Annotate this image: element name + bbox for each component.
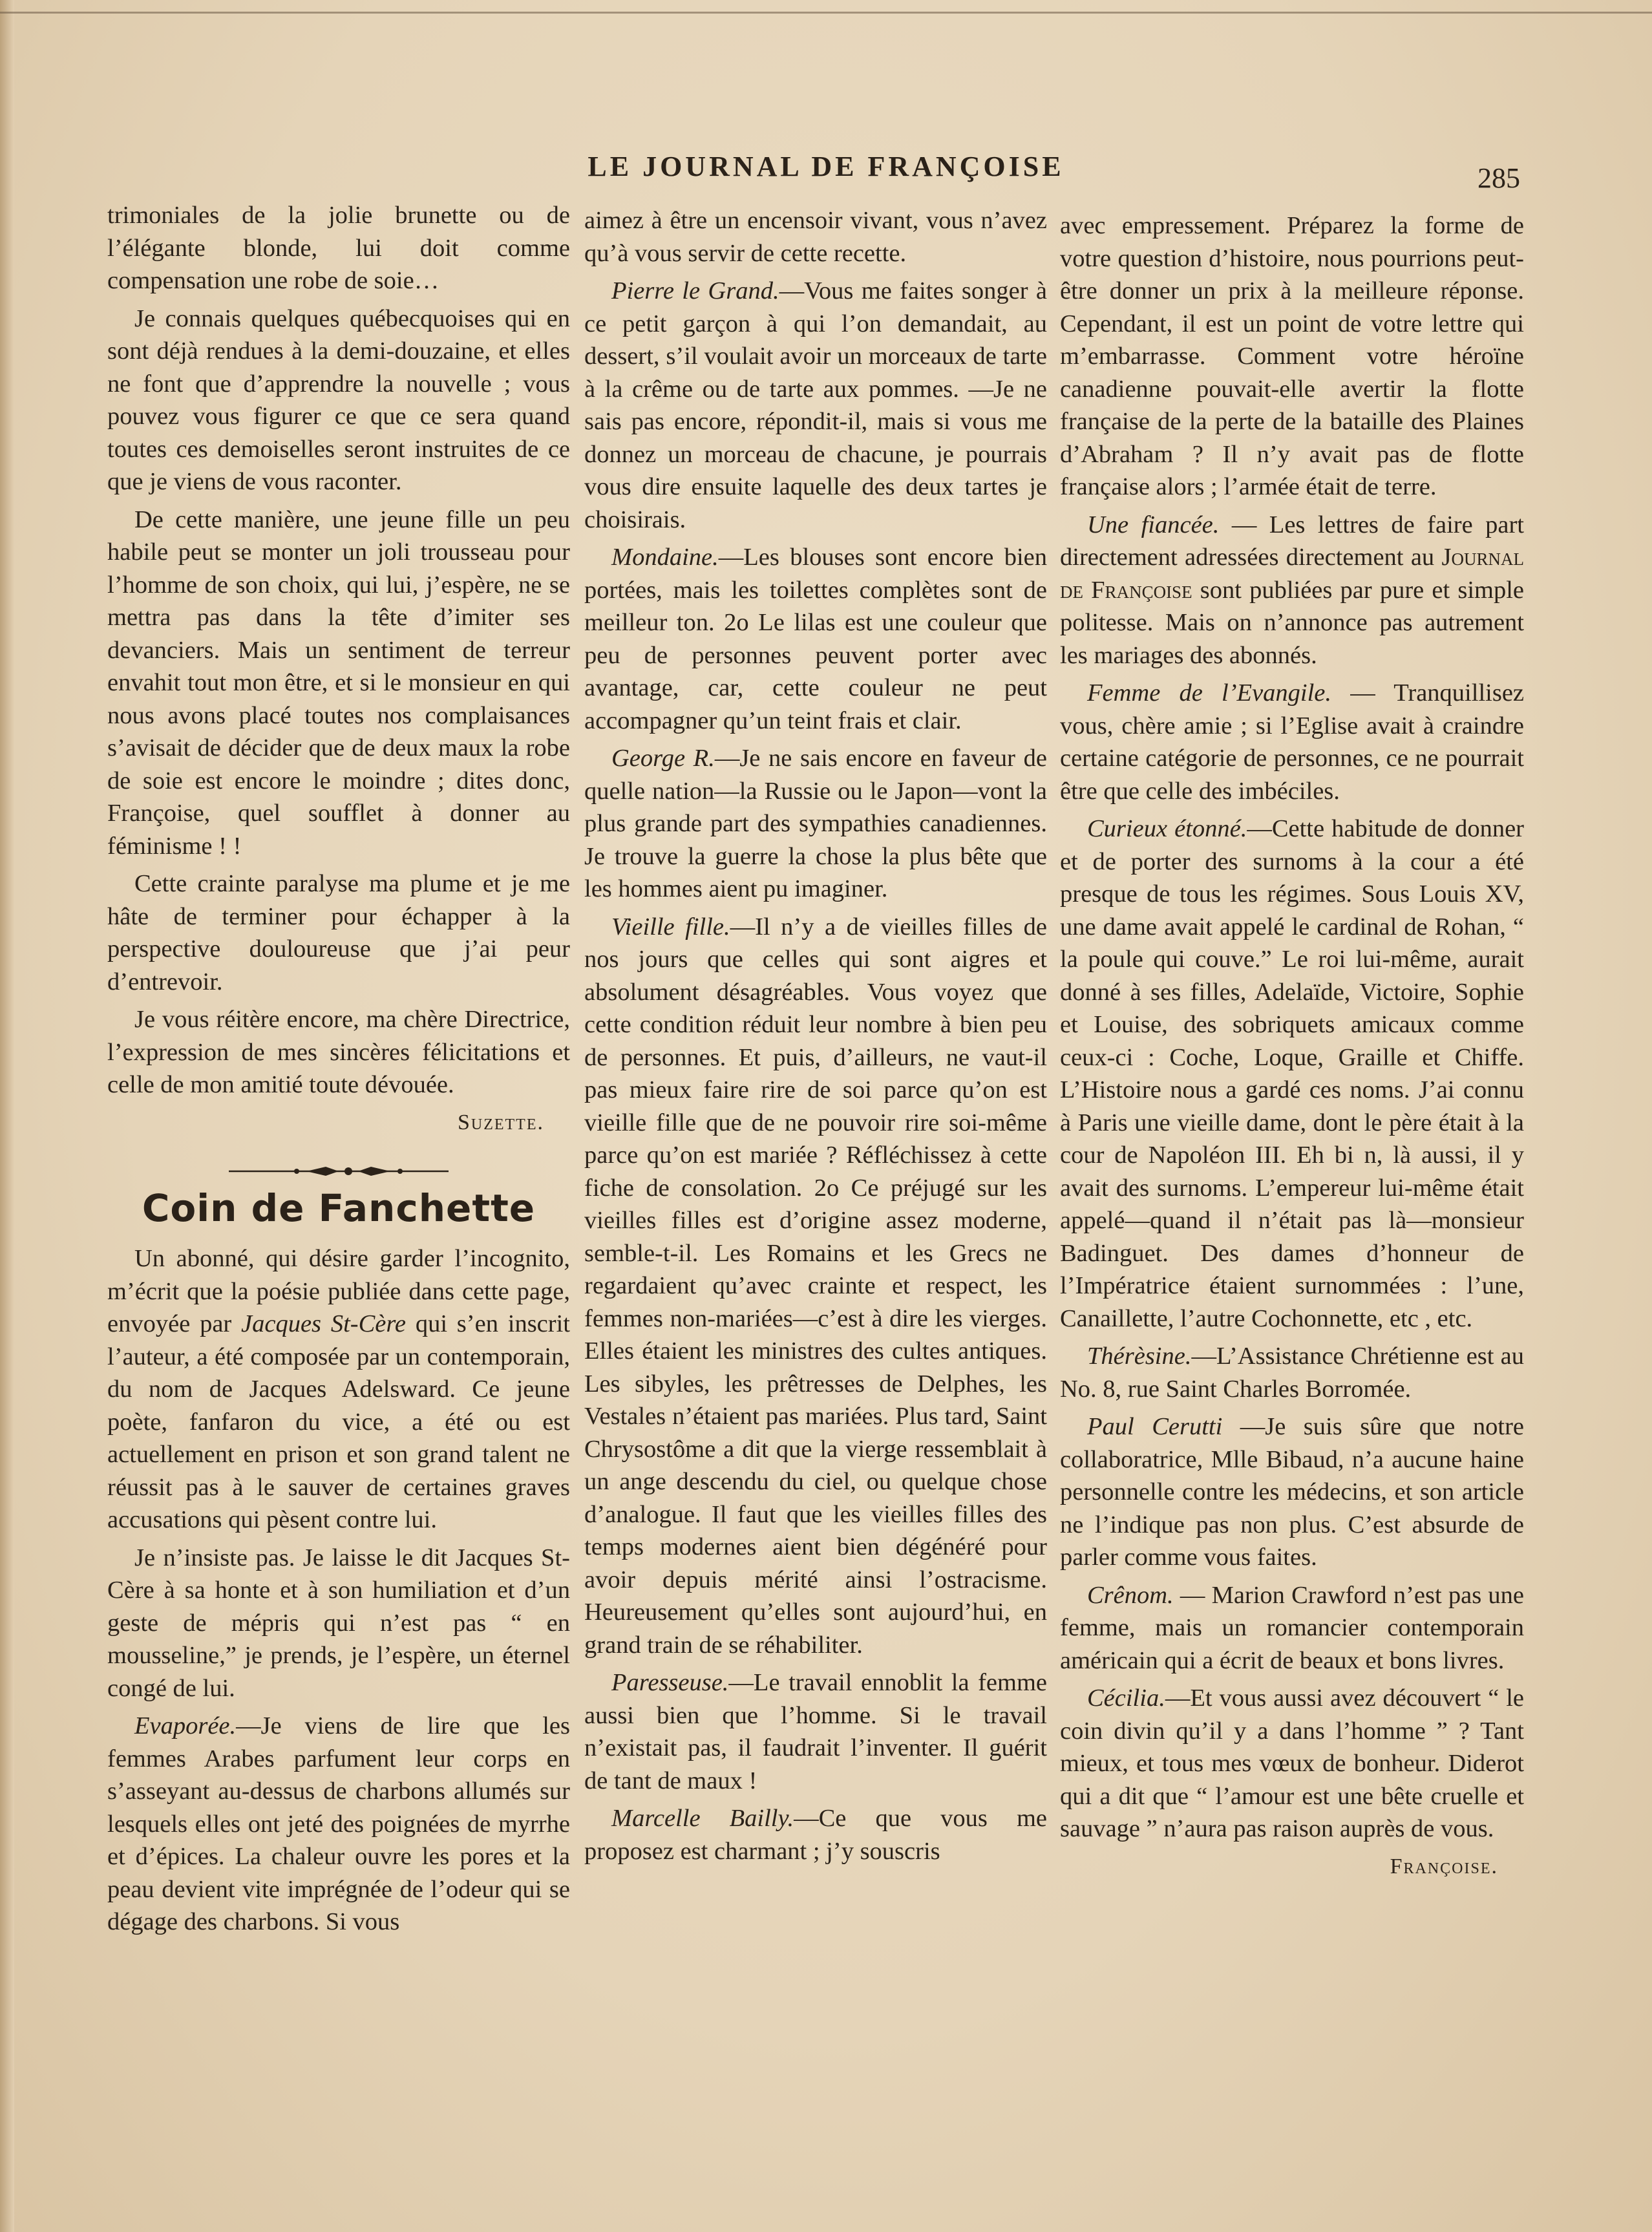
correspondent-name: Curieux étonné. [1087,815,1247,842]
text: Un abonné, qui désire garder l’incognito, m’écrit que la poésie publiée dans cette page, envoyée par [107,1245,570,1337]
text: —Il n’y a de vieilles filles de nos jours que celles qui sont aigres et absolument désagréables. Vous voyez que cette condition réduit leur nombre à bien peu de personnes. Et puis, d’ailleurs, ne vaut-il pas mieux faire rire de soi parce qu’on est vieille fille que de ne pouvoir rire soi-même parce qu’on est mariée ? Réfléchissez à cette fiche de consolation. 2o Ce préjugé sur les vieilles filles est d’origine assez moderne, semble-t-il. Les Romains et les Grecs ne regardaient qu’avec crainte et respect, les femmes non-mariées—c’est à dire les vierges. Elles étaient les ministres des cultes antiques. Les sibyles, les prêtresses de Delphes, les Vestales n’étaient pas mariées. Plus tard, Saint Chrysostôme a dit que la vierge ressemblait à un ange descendu du ciel, ou quelque chose d’analogue. Il faut que les vieilles filles des temps modernes aient bien dégénéré pour avoir depuis mérité ainsi l’ostracisme. Heureusement qu’elles sont aujourd’hui, en grand train de se réhabiliter. [584,913,1047,1659]
text: — Marion Crawford n’est pas une femme, mais un romancier contemporain américain qui a écrit de beaux et bons livres. [1060,1581,1524,1674]
correspondent-name: Femme de l’Evangile. [1087,679,1332,707]
text: —Ce que vous me proposez est charmant ; j’y souscris [584,1805,1047,1865]
text: —Et vous aussi avez découvert “ le coin divin qu’il y a dans l’homme ” ? Tant mieux, et tous mes vœux de bonheur. Diderot qui a dit que “ l’amour est une bête cruelle et sauvage ” n’aura pas raison auprès de vous. [1060,1685,1524,1842]
text: sont publiées par pure et simple politesse. Mais on n’annonce pas autrement les mariages des abonnés. [1060,576,1524,669]
journal-name: Journal de Françoise [1060,544,1524,604]
correspondent-name: Cécilia. [1087,1685,1165,1712]
reply-paragraph [1060,509,1524,672]
page-number: 285 [1477,162,1520,194]
reply-paragraph [107,1710,570,1939]
reply-paragraph [584,1802,1047,1867]
text: —L’Assistance Chrétienne est au No. 8, rue Saint Charles Borromée. [1060,1343,1524,1403]
author-name: Jacques St-Cère [241,1310,407,1337]
paragraph: avec empressement. Préparez la forme de votre question d’histoire, nous pourrions peut-être donner un prix à la meilleure réponse. Cependant, il est un point de votre lettre qui m’embarrasse. Comment votre héroïne canadienne pouvait-elle avertir la flotte française de la perte de la bataille des Plaines d’Abraham ? Il n’y avait pas de flotte française alors ; l’armée était de terre. [1060,212,1524,500]
correspondent-name: Evaporée. [134,1712,237,1739]
text: —Vous me faites songer à ce petit garçon à qui l’on demandait, au dessert, s’il voulait avoir un morceaux de tarte à la crême ou de tarte aux pommes. —Je ne sais pas encore, répondit-il, mais si vous me donnez un morceau de chacune, je pourrais vous dire ensuite laquelle des deux tartes je choisirais. [584,277,1047,533]
reply-paragraph [584,541,1047,737]
paragraph: aimez à être un encensoir vivant, vous n’avez qu’à vous servir de cette recette. [584,207,1047,267]
top-rule [0,12,1652,14]
correspondent-name: Paresseuse. [611,1669,729,1696]
reply-paragraph [1060,1579,1524,1677]
reply-paragraph [1060,1682,1524,1845]
reply-paragraph [1060,1410,1524,1574]
reply-paragraph [584,911,1047,1662]
reply-paragraph [1060,813,1524,1335]
text: —Les blouses sont encore bien portées, mais les toilettes complètes sont de meilleur ton. 2o Le lilas est une couleur que peu de personnes peuvent porter avec avantage, car, cette couleur ne peut accompagner qu’un teint frais et clair. [584,544,1047,734]
signature-suzette: Suzette. [457,1110,544,1134]
paragraph: trimoniales de la jolie brunette ou de l’élégante blonde, lui doit comme compensation une robe de soie… [107,202,570,294]
reply-paragraph [584,1666,1047,1797]
column-1 [107,199,570,1944]
journal-title: LE JOURNAL DE FRANÇOISE [588,151,1064,182]
correspondent-name: Paul Cerutti [1087,1413,1223,1440]
correspondent-name: Pierre le Grand. [611,277,779,304]
page-edge [0,0,14,2232]
reply-paragraph [1060,1340,1524,1405]
correspondent-name: Mondaine. [611,544,719,571]
paragraph [107,1242,570,1536]
correspondent-name: Crênom. [1087,1581,1174,1609]
paragraph: Je connais quelques québecquoises qui en sont déjà rendues à la demi-douzaine, et elles ne font que d’apprendre la nouvelle ; vous pouvez vous figurer ce que ce sera quand toutes ces demoiselles seront instruites de ce que je viens de vous raconter. [107,304,570,495]
reply-paragraph [584,275,1047,536]
text: qui s’en inscrit l’auteur, a été composée par un contemporain, du nom de Jacques Adelsward. Ce jeune poète, fanfaron du vice, a été ou est actuellement en prison et son grand talent ne réussit pas à le sauver de certaines graves accusations qui pèsent contre lui. [107,1310,570,1533]
signature-francoise: Françoise. [1390,1854,1498,1878]
paragraph: Cette crainte paralyse ma plume et je me hâte de terminer pour échapper à la perspective douloureuse que j’ai peur d’entrevoir. [107,870,570,995]
reply-paragraph [584,742,1047,906]
text: —Je ne sais encore en faveur de quelle nation—la Russie ou le Japon—vont la plus grande part des sympathies canadiennes. Je trouve la guerre la chose la plus bête que les hommes aient pu imaginer. [584,745,1047,902]
text: —Cette habitude de donner et de porter des surnoms à la cour a été presque de tous les régimes. Sous Louis XV, une dame avait appelé le cardinal de Rohan, “ la poule qui couve.” Le roi lui-même, aurait donné à ses filles, Adelaïde, Victoire, Sophie et Louise, des sobriquets amicaux comme ceux-ci : Coche, Loque, Graille et Chiffe. L’Histoire nous a gardé ces noms. J’ai connu à Paris une vieille dame, dont le père était à la cour de Napoléon III. Eh bi n, là aussi, il y avait des surnoms. L’empereur lui-même était appelé—quand il n’était pas là—monsieur Badinguet. Des dames d’honneur de l’Impératrice étaient surnommées : l’une, Canaillette, l’autre Cochonnette, etc , etc. [1060,815,1524,1332]
text: — Les lettres de faire part directement adressées directement au [1060,511,1524,571]
text: —Je suis sûre que notre collaboratrice, Mlle Bibaud, n’a aucune haine personnelle contre les médecins, et son article ne l’indique pas non plus. C’est absurde de parler comme vous faites. [1060,1413,1524,1571]
section-title: Coin de Fanchette [142,1186,536,1230]
paragraph: De cette manière, une jeune fille un peu habile peut se monter un joli trousseau pour l’homme de son choix, qui lui, j’espère, ne se mettra pas dans la tête d’imiter ses devanciers. Mais un sentiment de terreur envahit tout mon être, et si le monsieur en qui nous avons placé toutes nos complaisances s’avisait de décider que de deux maux la robe de soie est encore le moindre ; dites donc, Françoise, quel soufflet à donner au féminisme ! ! [107,505,570,860]
paragraph: Je n’insiste pas. Je laisse le dit Jacques St-Cère à sa honte et à son humiliation et d’un geste de mépris qui n’est pas “ en mousseline,” je prends, je l’espère, un éternel congé de lui. [107,1544,570,1702]
correspondent-name: Une fiancée. [1087,511,1220,538]
text: —Le travail ennoblit la femme aussi bien que l’homme. Si le travail n’existait pas, il faudrait l’inventer. Il guérit de tant de maux ! [584,1669,1047,1794]
ornament-divider-icon [229,1164,449,1179]
text: — Tranquillisez vous, chère amie ; si l’Eglise avait à craindre certaine catégorie de personnes, ce ne pourrait être que celle des imbéciles. [1060,679,1525,805]
correspondent-name: Marcelle Bailly. [611,1805,794,1832]
paragraph: Je vous réitère encore, ma chère Directrice, l’expression de mes sincères félicitations et celle de mon amitié toute dévouée. [107,1006,570,1098]
column-3 [1060,209,1524,1892]
correspondent-name: Vieille fille. [611,913,730,941]
column-2 [584,204,1047,1873]
reply-paragraph [1060,677,1524,807]
text: —Je viens de lire que les femmes Arabes parfument leur corps en s’asseyant au-dessus de charbons allumés sur lesquels elles ont jeté des poignées de myrrhe et d’épices. La chaleur ouvre les pores et la peau devient vite imprégnée de l’odeur qui se dégage des charbons. Si vous [107,1712,570,1935]
correspondent-name: Thérèsine. [1087,1343,1192,1370]
correspondent-name: George R. [611,745,715,772]
